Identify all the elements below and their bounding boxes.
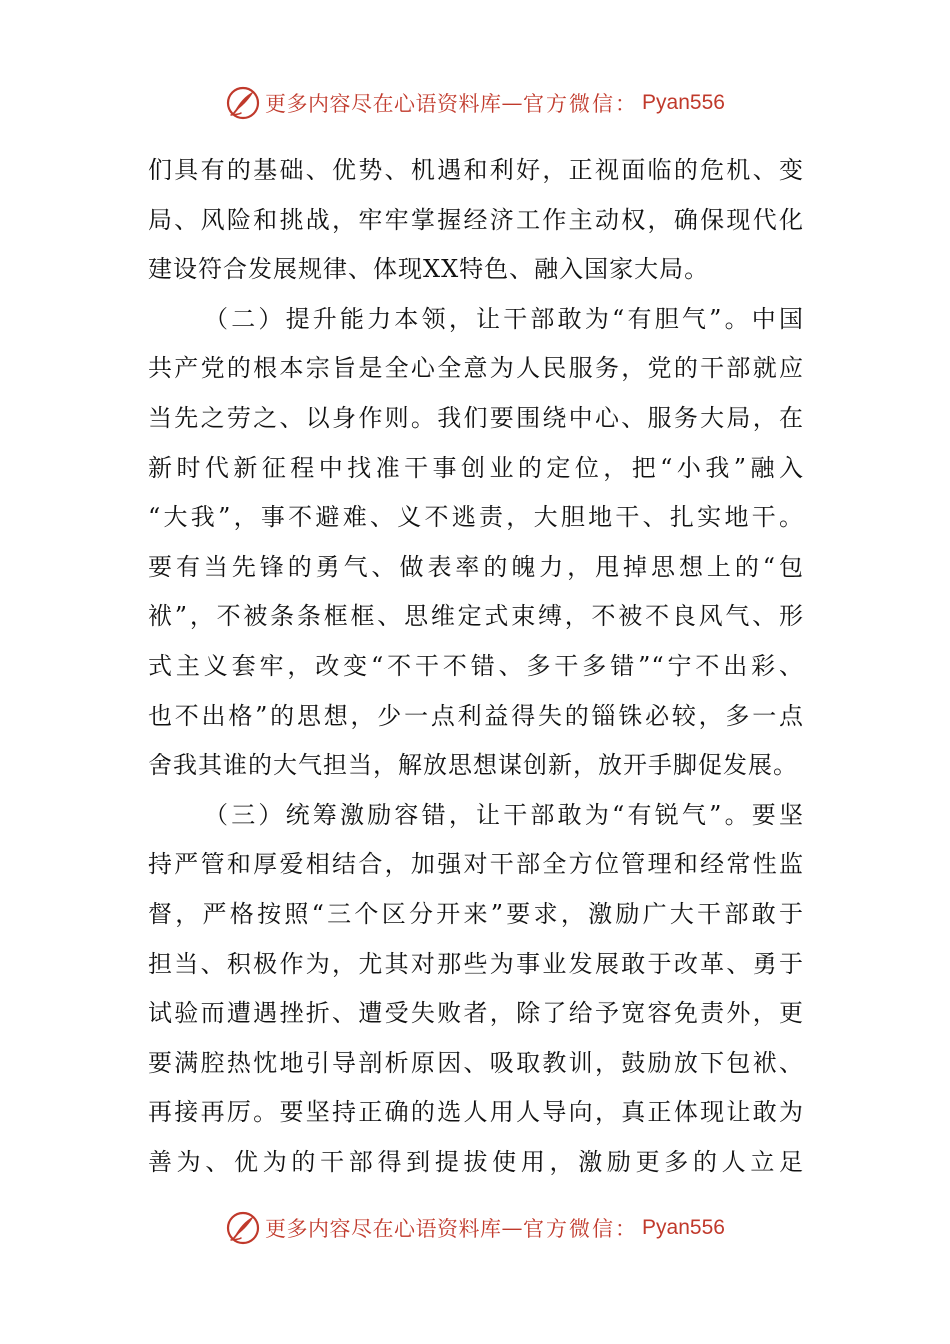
watermark-dash: — <box>501 91 524 115</box>
header-watermark <box>0 83 950 123</box>
text-line: 建设符合发展规律、体现XX特色、融入国家大局。 <box>148 255 710 284</box>
paragraph <box>148 295 804 791</box>
watermark-text: 更多内容尽在心语资料库 <box>265 1217 502 1241</box>
text-line: 持严管和厚爱相结合，加强对干部全方位管理和经常性监 <box>148 850 804 879</box>
text-line: 式主义套牢，改变“不干不错、多干多错”“宁不出彩、 <box>148 651 804 680</box>
watermark-wechat-label: 官方微信： <box>523 92 639 116</box>
watermark-wechat-id: Pyan556 <box>642 1216 725 1239</box>
text-line: 共产党的根本宗旨是全心全意为人民服务，党的干部就应 <box>148 354 804 383</box>
watermark-wechat-id: Pyan556 <box>642 91 725 114</box>
text-line: “大我”，事不避难、义不逃责，大胆地干、扎实地干。 <box>148 503 804 532</box>
text-line: 当先之劳之、以身作则。我们要围绕中心、服务大局，在 <box>148 403 804 432</box>
text-line: （三）统筹激励容错，让干部敢为“有锐气”。要坚 <box>204 800 804 829</box>
text-line: 再接再厉。要坚持正确的选人用人导向，真正体现让敢为 <box>148 1098 804 1127</box>
text-line: 局、风险和挑战，牢牢掌握经济工作主动权，确保现代化 <box>148 205 804 234</box>
document-body <box>148 146 804 1187</box>
text-line: 试验而遭遇挫折、遭受失败者，除了给予宽容免责外，更 <box>148 999 804 1028</box>
paragraph <box>148 791 804 1188</box>
text-line: 袱”，不被条条框框、思维定式束缚，不被不良风气、形 <box>148 602 804 631</box>
text-line: 舍我其谁的大气担当，解放思想谋创新，放开手脚促发展。 <box>148 751 798 780</box>
text-line: 要有当先锋的勇气、做表率的魄力，甩掉思想上的“包 <box>148 552 804 581</box>
watermark-dash: — <box>501 1216 524 1240</box>
footer-watermark <box>0 1208 950 1248</box>
watermark-text: 更多内容尽在心语资料库 <box>265 92 502 116</box>
text-line: 担当、积极作为，尤其对那些为事业发展敢于改革、勇于 <box>148 949 804 978</box>
text-line: 新时代新征程中找准干事创业的定位，把“小我”融入 <box>148 453 804 482</box>
text-line: 督，严格按照“三个区分开来”要求，激励广大干部敢于 <box>148 899 804 928</box>
paragraph <box>148 146 804 295</box>
quill-pen-logo-icon <box>225 85 261 121</box>
text-line: （二）提升能力本领，让干部敢为“有胆气”。中国 <box>204 304 804 333</box>
text-line: 善为、优为的干部得到提拔使用，激励更多的人立足 <box>148 1147 804 1176</box>
quill-pen-logo-icon <box>225 1210 261 1246</box>
text-line: 也不出格”的思想，少一点利益得失的锱铢必较，多一点 <box>148 701 804 730</box>
text-line: 们具有的基础、优势、机遇和利好，正视面临的危机、变 <box>148 156 804 184</box>
text-line: 要满腔热忱地引导剖析原因、吸取教训，鼓励放下包袱、 <box>148 1048 804 1077</box>
watermark-wechat-label: 官方微信： <box>523 1217 639 1241</box>
